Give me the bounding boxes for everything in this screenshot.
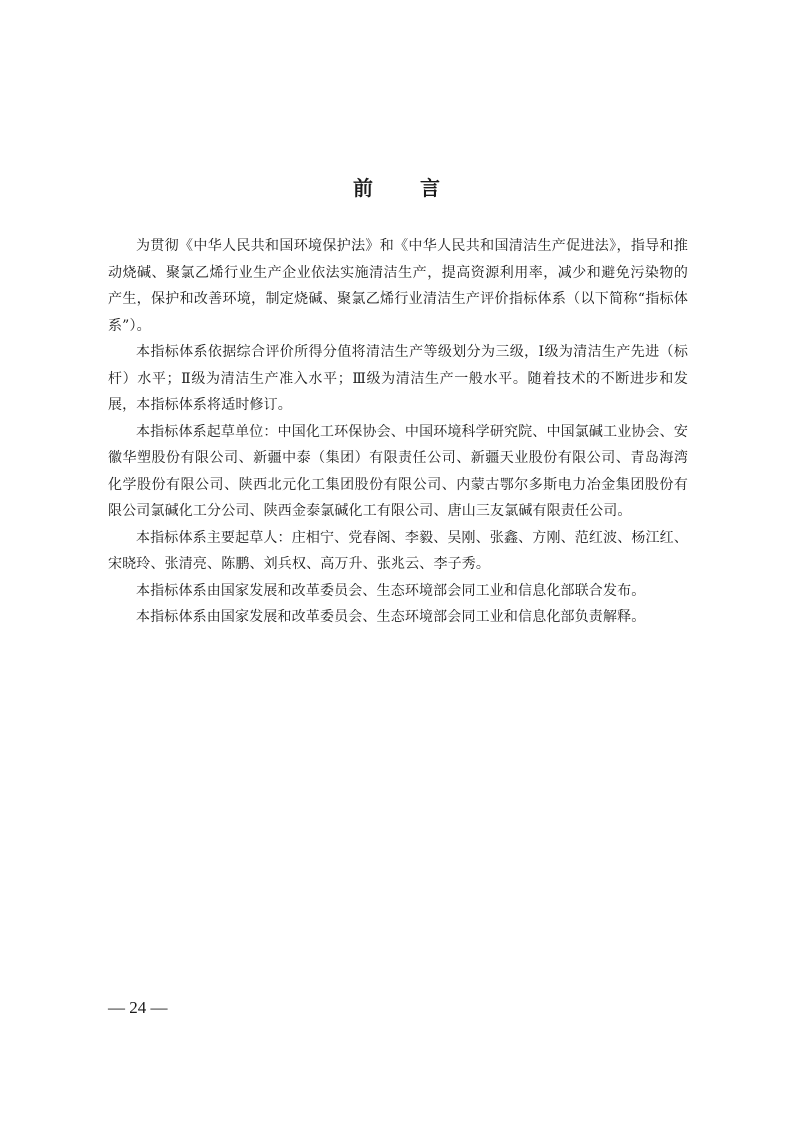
paragraph-drafting-units: 本指标体系起草单位：中国化工环保协会、中国环境科学研究院、中国氯碱工业协会、安徽华塑股份有限公司、新疆中泰（集团）有限责任公司、新疆天业股份有限公司、青岛海湾化学股份有限公司、陕西北元化工集团股份有限公司、内蒙古鄂尔多斯电力冶金集团股份有限公司氯碱化工分公司、陕西金泰氯碱化工有限公司、唐山三友氯碱有限责任公司。 (108, 423, 688, 519)
document-body (108, 233, 688, 631)
paragraph-purpose: 为贯彻《中华人民共和国环境保护法》和《中华人民共和国清洁生产促进法》，指导和推动烧碱、聚氯乙烯行业生产企业依法实施清洁生产，提高资源利用率，减少和避免污染物的产生，保护和改善环境，制定烧碱、聚氯乙烯行业清洁生产评价指标体系（以下简称“指标体系”）。 (108, 238, 688, 334)
paragraph-drafters: 本指标体系主要起草人：庄相宁、党春阁、李毅、吴刚、张鑫、方刚、范红波、杨江红、宋晓玲、张清亮、陈鹏、刘兵权、高万升、张兆云、李子秀。 (108, 529, 688, 572)
paragraph-publication: 本指标体系由国家发展和改革委员会、生态环境部会同工业和信息化部联合发布。 (136, 582, 646, 599)
page-title: 前 言 (353, 176, 460, 200)
paragraph-grading: 本指标体系依据综合评价所得分值将清洁生产等级划分为三级，Ⅰ级为清洁生产先进（标杆）水平；Ⅱ级为清洁生产准入水平；Ⅲ级为清洁生产一般水平。随着技术的不断进步和发展，本指标体系将适时修订。 (108, 344, 688, 413)
paragraph-interpretation: 本指标体系由国家发展和改革委员会、生态环境部会同工业和信息化部负责解释。 (136, 609, 646, 625)
page-number: — 24 — (108, 998, 168, 1017)
